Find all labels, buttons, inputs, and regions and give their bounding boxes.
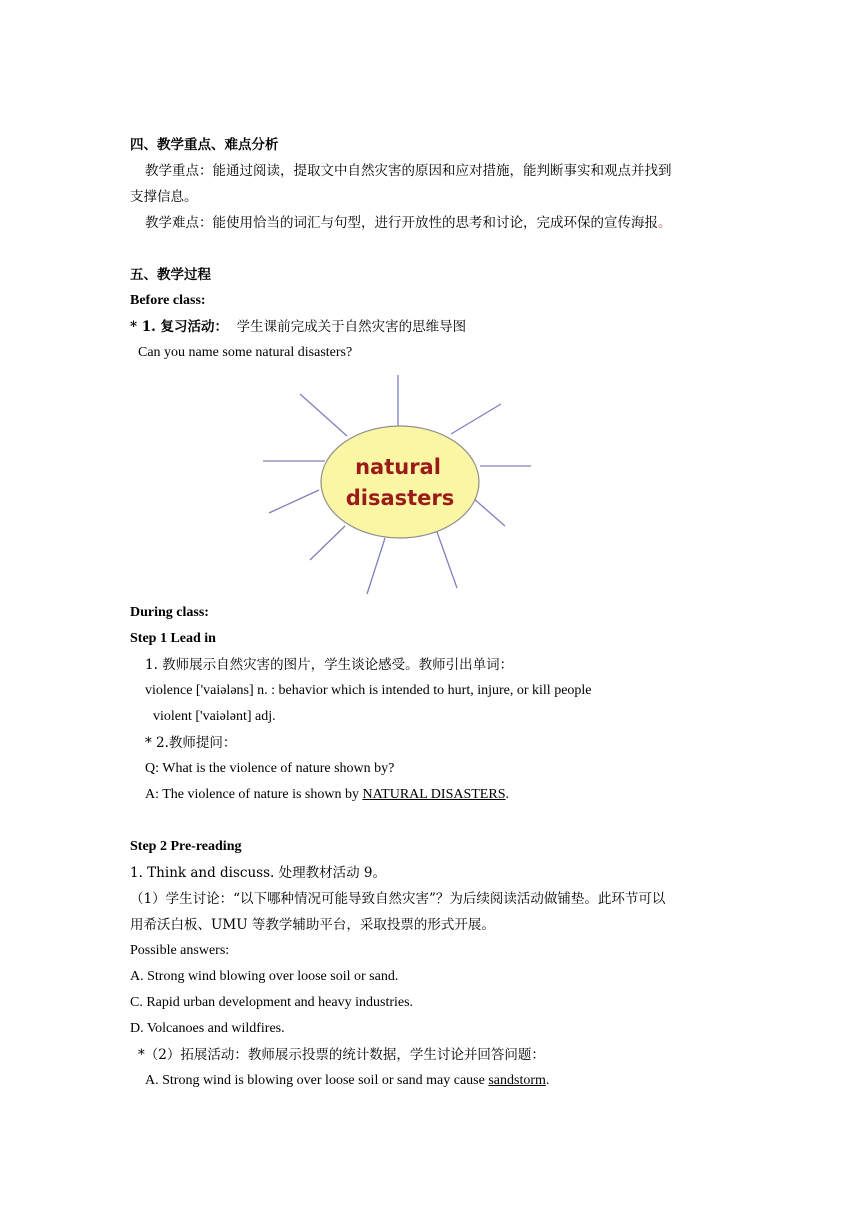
extension-answer (145, 1072, 745, 1090)
step2-sub1-line2: 用希沃白板、UMU 等教学辅助平台，采取投票的形式开展。 (130, 917, 495, 933)
possible-answers-label: Possible answers: (130, 943, 230, 958)
mindmap-spoke (473, 498, 505, 526)
mindmap-spoke (269, 490, 319, 513)
vocab-violence: violence ['vaiələns] n. : behavior which is intended to hurt, injure, or kill people (145, 683, 592, 698)
difficulty-end-mark: 。 (658, 215, 672, 231)
mindmap-text-line2: disasters (345, 486, 455, 510)
step1-item1: 1. 教师展示自然灾害的图片，学生谈论感受。教师引出单词： (145, 657, 514, 673)
before-class-label: Before class: (130, 293, 206, 308)
activity1-line (130, 318, 730, 336)
mindmap-spoke (367, 538, 385, 594)
step1-title: Step 1 Lead in (130, 631, 216, 646)
mindmap-spoke (300, 394, 347, 436)
activity1-label: * 1. 复习活动： (130, 319, 229, 335)
difficulty-text: 教学难点：能使用恰当的词汇与句型，进行开放性的思考和讨论，完成环保的宣传海报 (145, 215, 658, 231)
mindmap-spoke (437, 532, 457, 588)
step2-sub1-line1: （1）学生讨论：“以下哪种情况可能导致自然灾害”？为后续阅读活动做铺垫。此环节可以 (130, 891, 666, 907)
extension-keyword: sandstorm (488, 1073, 546, 1088)
difficulty-line (145, 214, 745, 232)
during-class-label: During class: (130, 605, 209, 620)
section4-heading: 四、教学重点、难点分析 (130, 137, 279, 153)
vocab-violent: violent ['vaiələnt] adj. (153, 709, 276, 724)
step2-sub2: *（2）拓展活动：教师展示投票的统计数据，学生讨论并回答问题： (138, 1047, 545, 1063)
step2-item1: 1. Think and discuss. 处理教材活动 9。 (130, 865, 386, 881)
answer-d: D. Volcanoes and wildfires. (130, 1021, 285, 1036)
step1-question: Q: What is the violence of nature shown by? (145, 761, 395, 776)
key-point-line2: 支撑信息。 (130, 189, 198, 205)
mindmap-question: Can you name some natural disasters? (138, 345, 353, 360)
step1-answer (145, 786, 745, 804)
section5-heading: 五、教学过程 (130, 267, 211, 283)
extension-prefix: A. Strong wind is blowing over loose soil or sand may cause (145, 1073, 489, 1088)
mindmap-diagram (255, 370, 540, 600)
mindmap-spoke (451, 404, 501, 434)
answer-c: C. Rapid urban development and heavy industries. (130, 995, 414, 1010)
answer-a: A. Strong wind blowing over loose soil or sand. (130, 969, 399, 984)
mindmap-text-line1: natural (355, 455, 441, 479)
key-point-line1: 教学重点：能通过阅读，提取文中自然灾害的原因和应对措施，能判断事实和观点并找到 (145, 163, 672, 179)
step1-item2: * 2.教师提问： (145, 735, 237, 751)
answer-suffix: . (505, 787, 509, 802)
step2-title: Step 2 Pre-reading (130, 839, 242, 854)
activity1-text: 学生课前完成关于自然灾害的思维导图 (236, 319, 467, 335)
answer-prefix: A: The violence of nature is shown by (145, 787, 363, 802)
answer-keyword: NATURAL DISASTERS (362, 787, 506, 802)
mindmap-spoke (310, 526, 345, 560)
extension-suffix: . (545, 1073, 550, 1088)
mindmap-center-bubble (321, 426, 479, 538)
